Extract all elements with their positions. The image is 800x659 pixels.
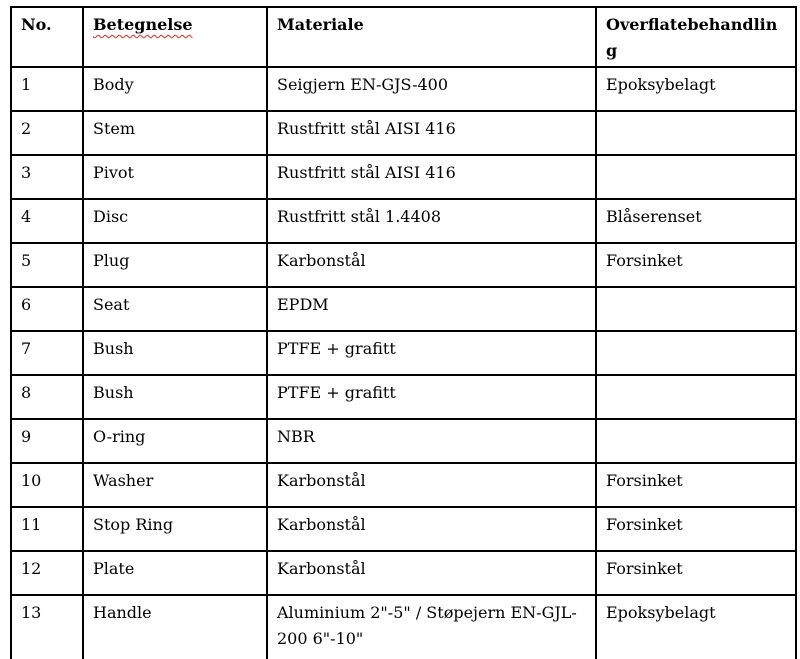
cell-materiale: Karbonstål [267,551,596,595]
cell-materiale: Seigjern EN-GJS-400 [267,67,596,111]
table-row [11,111,796,155]
cell-no: 3 [11,155,83,199]
cell-no: 5 [11,243,83,287]
cell-overflatebehandling: Epoksybelagt [596,595,796,659]
cell-betegnelse: Bush [83,331,267,375]
table-row [11,463,796,507]
cell-materiale: EPDM [267,287,596,331]
column-header-no-label: No. [21,15,52,34]
cell-materiale: Rustfritt stål AISI 416 [267,111,596,155]
column-header-materiale [267,7,596,67]
table-row [11,375,796,419]
cell-betegnelse: Washer [83,463,267,507]
cell-materiale: Rustfritt stål 1.4408 [267,199,596,243]
cell-overflatebehandling [596,287,796,331]
cell-betegnelse: Seat [83,287,267,331]
table-row [11,419,796,463]
cell-no: 1 [11,67,83,111]
cell-materiale: PTFE + grafitt [267,375,596,419]
table-row [11,287,796,331]
cell-betegnelse: Disc [83,199,267,243]
cell-overflatebehandling [596,419,796,463]
table-row [11,331,796,375]
column-header-overflatebehandling [596,7,796,67]
cell-no: 6 [11,287,83,331]
cell-betegnelse: Stop Ring [83,507,267,551]
cell-materiale: Rustfritt stål AISI 416 [267,155,596,199]
cell-no: 8 [11,375,83,419]
cell-overflatebehandling: Forsinket [596,463,796,507]
cell-no: 10 [11,463,83,507]
cell-overflatebehandling [596,111,796,155]
cell-materiale: Karbonstål [267,507,596,551]
cell-materiale: NBR [267,419,596,463]
cell-overflatebehandling: Forsinket [596,551,796,595]
table-row [11,243,796,287]
materials-table [10,6,797,659]
cell-no: 2 [11,111,83,155]
cell-no: 7 [11,331,83,375]
cell-betegnelse: Plug [83,243,267,287]
cell-betegnelse: Body [83,67,267,111]
table-header-row [11,7,796,67]
cell-betegnelse: Handle [83,595,267,659]
cell-betegnelse: Pivot [83,155,267,199]
table-row [11,67,796,111]
cell-overflatebehandling [596,155,796,199]
column-header-betegnelse-label: Betegnelse [93,15,193,34]
cell-overflatebehandling: Blåserenset [596,199,796,243]
cell-no: 12 [11,551,83,595]
cell-no: 9 [11,419,83,463]
table-row [11,155,796,199]
cell-overflatebehandling: Forsinket [596,507,796,551]
column-header-betegnelse [83,7,267,67]
cell-betegnelse: O-ring [83,419,267,463]
cell-materiale: Aluminium 2"-5" / Støpejern EN-GJL-200 6"-10" [267,595,596,659]
cell-no: 4 [11,199,83,243]
column-header-materiale-label: Materiale [277,15,364,34]
cell-materiale: PTFE + grafitt [267,331,596,375]
cell-betegnelse: Bush [83,375,267,419]
cell-overflatebehandling [596,375,796,419]
cell-overflatebehandling: Forsinket [596,243,796,287]
cell-materiale: Karbonstål [267,463,596,507]
table-row [11,595,796,659]
cell-no: 13 [11,595,83,659]
cell-overflatebehandling [596,331,796,375]
cell-overflatebehandling: Epoksybelagt [596,67,796,111]
cell-betegnelse: Stem [83,111,267,155]
cell-betegnelse: Plate [83,551,267,595]
cell-materiale: Karbonstål [267,243,596,287]
column-header-overflatebehandling-label: Overflatebehandling [606,15,778,60]
table-row [11,507,796,551]
column-header-no [11,7,83,67]
cell-no: 11 [11,507,83,551]
table-row [11,551,796,595]
table-row [11,199,796,243]
